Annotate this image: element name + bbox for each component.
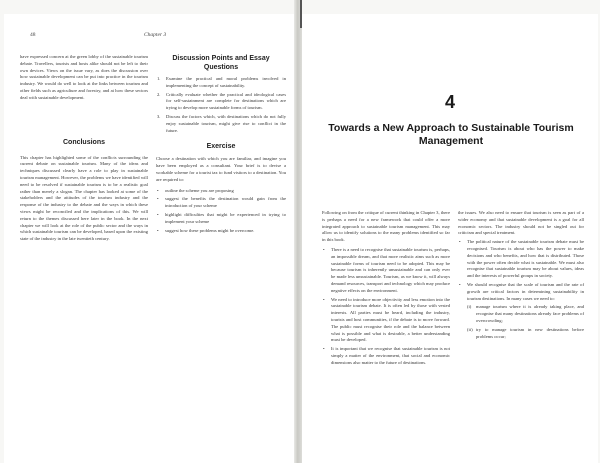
continued-paragraph: the issues. We also need to ensure that tourism is seen as part of a wider economy and that sustainable development is a goal for all economic sectors. The industry should not be singled out for criticism and special treatment. (458, 210, 584, 236)
list-item (156, 212, 286, 226)
bullet-icon: • (157, 196, 159, 202)
item-text: There is a need to recognise that sustainable tourism is, perhaps, an impossible dream, and that more realistic aims such as more sustainable forms of tourism need to be adopted. This may be because tourism is inherently unsustainable and can only ever be made less unsustainable. Tourism, as we know it, will always demand resources, transport and technology which may produce negative effects on the environment. (331, 246, 450, 293)
item-text: Critically evaluate whether the practical and ideological cases for self-sustainment are complete for destinations which are trying to develop more sustainable forms of tourism. (166, 91, 286, 111)
chapter-title: Towards a New Approach to Sustainable Tourism Management (328, 122, 574, 147)
bullet-icon: • (323, 346, 325, 352)
right-page (302, 14, 598, 463)
left-column (322, 210, 450, 369)
bullet-icon: • (323, 246, 325, 252)
left-page (4, 14, 294, 463)
points-list (322, 247, 450, 367)
list-item (322, 346, 450, 366)
list-item (156, 196, 286, 210)
list-item (156, 92, 286, 112)
item-text: manage tourism where it is already taking place, and recognise that many destinations already face problems of overcrowding; (476, 304, 584, 323)
chapter-number: 4 (444, 92, 455, 112)
page-number: 48 (30, 32, 36, 38)
item-number: (i) (467, 304, 472, 310)
item-text: outline the scheme you are proposing (165, 187, 234, 193)
item-text: highlight difficulties that might be experienced in trying to implement your scheme (165, 211, 286, 224)
bullet-icon: • (157, 211, 159, 217)
bullet-icon: • (459, 239, 461, 245)
list-item (458, 239, 584, 280)
sub-list (466, 304, 584, 340)
book-gutter (294, 0, 302, 463)
item-number: (ii) (467, 326, 473, 332)
item-text: suggest the benefits the destination would gain from the introduction of your scheme (165, 196, 286, 209)
list-item (466, 327, 584, 341)
bullet-icon: • (459, 281, 461, 287)
exercise-paragraph: Choose a destination with which you are familiar, and imagine you have been employed as a consultant. Your brief is to devise a workable scheme for a tourist tax to fund visitors to a destination. You are required to: (156, 156, 286, 182)
list-item (322, 247, 450, 295)
right-column (458, 210, 584, 342)
item-number: 1. (157, 76, 161, 81)
discussion-list (156, 76, 286, 134)
item-text: Discuss the factors which, with destinations which do not fully enjoy sustainable tourism, might give rise to conflict in the future. (166, 113, 286, 133)
item-text: try to manage tourism in new destinations before problems occur; (476, 326, 584, 339)
item-text: Examine the practical and moral problems involved in implementing the concept of sustainability. (166, 76, 286, 88)
right-column (156, 54, 286, 236)
list-item (156, 228, 286, 235)
bullet-icon: • (157, 187, 159, 193)
item-text: It is important that we recognise that sustainable tourism is not simply a matter of the environment, that social and economic dimensions also matter to the future of destinations. (331, 346, 450, 365)
conclusions-paragraph: This chapter has highlighted some of the conflicts surrounding the current debate on sustainable tourism. Many of the ideas and techniques discussed clearly have a role to play in sustainable tourism management. However, the problems we have identified will need to be resolved if sustainable tourism is to be a realistic goal rather than merely a slogan. The chapter has looked at some of the stakeholders and the attitudes of the tourism industry and the response of the industry to the debate and the ways in which these views might be reconciled and the implications of this. We will return to the themes discussed here later in the book. In the next chapter we will look at the role of the public sector and the ways in which sustainable tourism can be developed, based upon the existing state of the industry in the late twentieth century. (20, 154, 148, 242)
item-text: We should recognise that the scale of tourism and the rate of growth are critical factors in determining sustainability in tourism destinations. In many cases we need to: (467, 281, 584, 301)
exercise-list (156, 188, 286, 235)
list-item (322, 297, 450, 345)
list-item (156, 76, 286, 90)
running-title: Chapter 3 (144, 32, 167, 38)
item-text: We need to introduce more objectivity and less emotion into the sustainable tourism debate. It is often led by those with vested interests. All parties must be heard, including the industry, tourists and host communities, if the debate is to move forward. The public must recognise their role and the balance between what is possible and what is desirable, a better understanding must be developed. (331, 296, 450, 343)
discussion-heading: Discussion Points and Essay Questions (172, 55, 270, 71)
item-number: 2. (157, 91, 161, 97)
intro-paragraph: Following on from the critique of current thinking in Chapter 3, there is perhaps a need for a new framework that could offer a more integrated approach to sustainable tourism management. This may allow us to identify solutions to the many problems identified so far in this book. (322, 210, 450, 243)
bullet-icon: • (323, 296, 325, 302)
list-item (458, 282, 584, 302)
list-item (156, 114, 286, 134)
intro-paragraph: have expressed concern at the green lobby of the sustainable tourism debate. Travellers, tourists and hosts alike should not be left to their own devices. Views on the issue vary, as does the discussion over how sustainable development can be put into practice in the tourism industry. We would do well to look at the links between tourism and other fields such as agriculture and forestry, and at how these sectors deal with sustainable development. (20, 54, 148, 100)
points-list (458, 239, 584, 302)
list-item (466, 304, 584, 324)
item-text: suggest how these problems might be overcome. (165, 227, 255, 233)
list-item (156, 188, 286, 195)
item-text: The political nature of the sustainable tourism debate must be recognised. Tourism is about who has the power to make decisions and who benefits, and how that is distributed. Those with the power often decide what is sustainable. We must also recognise that sustainable tourism may be about values, ideas and the interests of powerful groups in society. (467, 239, 584, 279)
conclusions-heading: Conclusions (62, 138, 105, 146)
exercise-heading: Exercise (206, 143, 236, 151)
item-number: 3. (157, 113, 161, 119)
bullet-icon: • (157, 227, 159, 233)
left-column (20, 54, 148, 245)
